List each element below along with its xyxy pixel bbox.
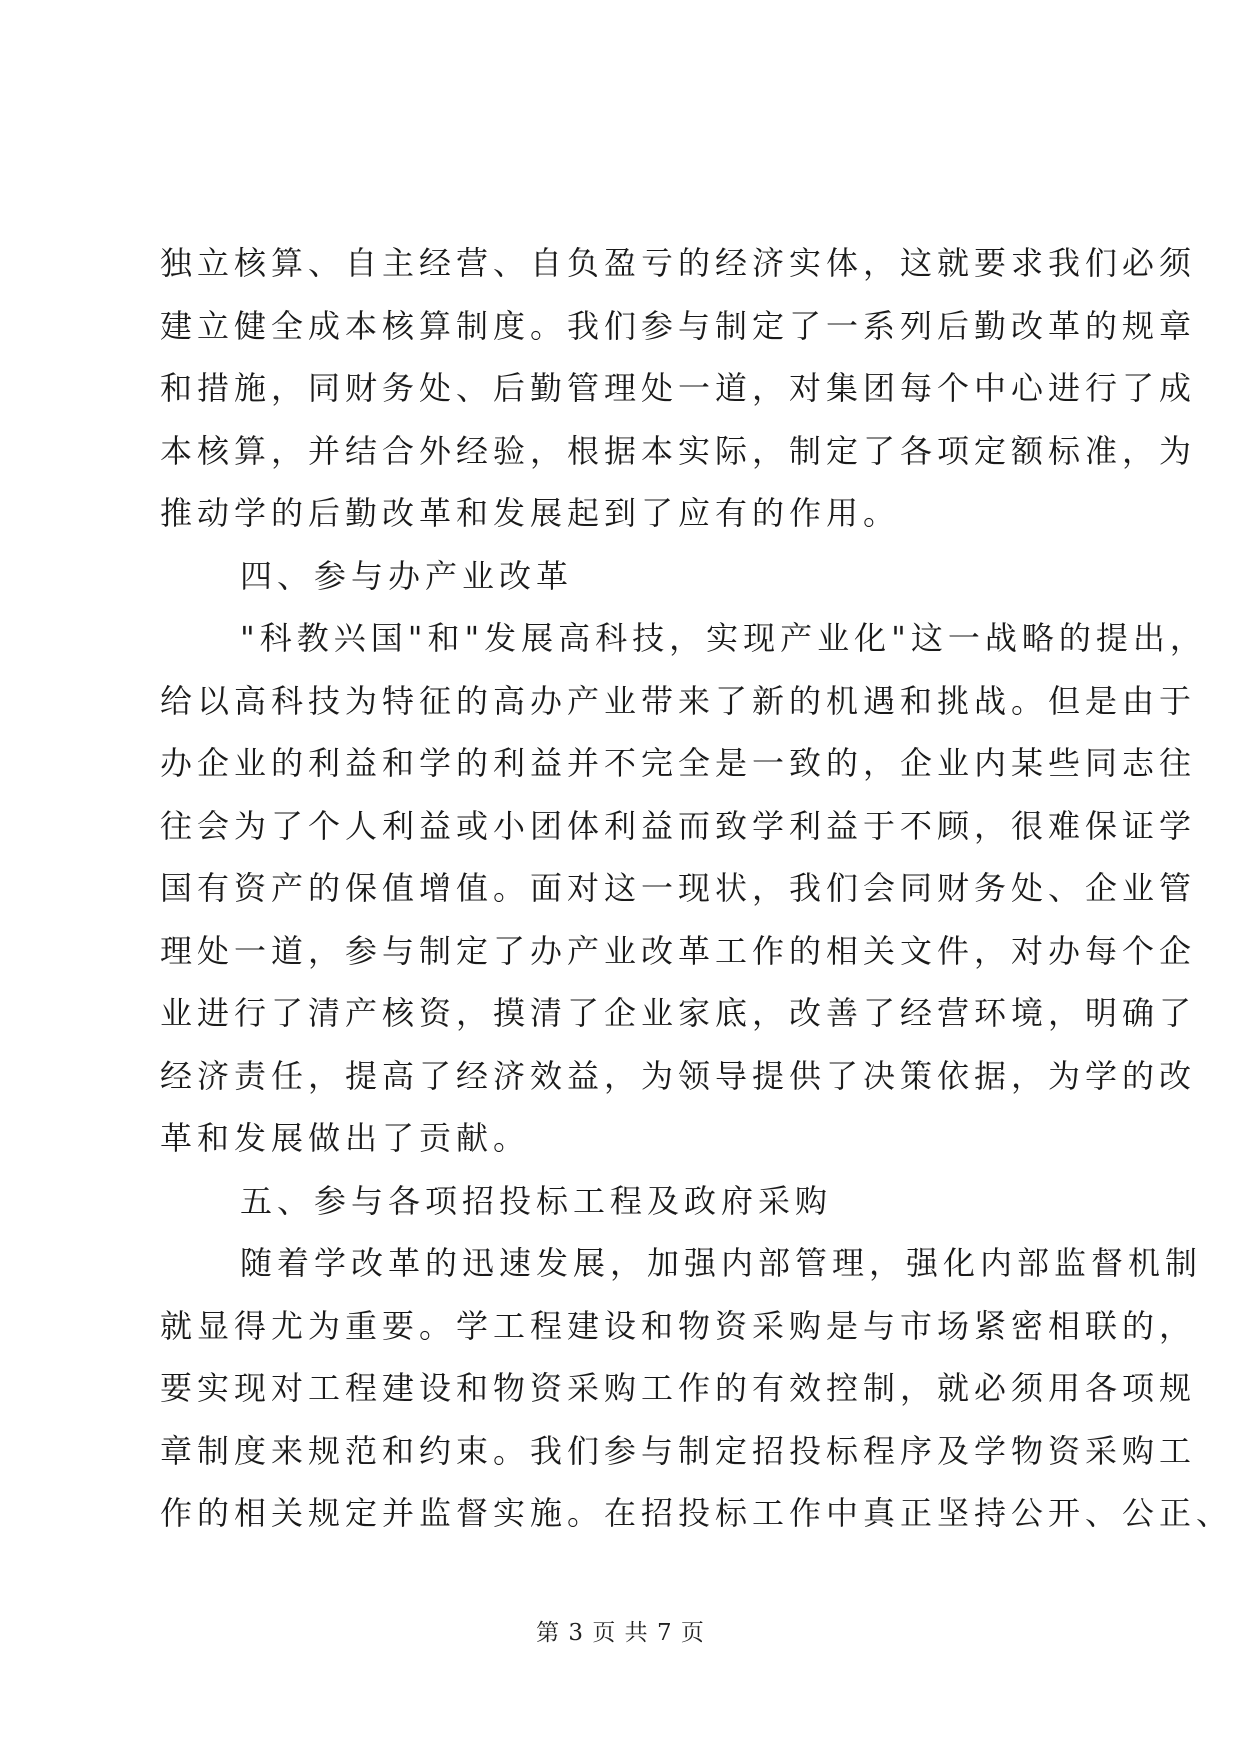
text-line: 就显得尤为重要。学工程建设和物资采购是与市场紧密相联的， <box>160 1306 1197 1345</box>
page-number-footer: 第 3 页 共 7 页 <box>536 1620 705 1646</box>
text-line: 独立核算、自主经营、自负盈亏的经济实体，这就要求我们必须 <box>160 244 1197 282</box>
text-line: 和措施，同财务处、后勤管理处一道，对集团每个中心进行了成 <box>160 369 1197 407</box>
text-line: 作的相关规定并监督实施。在招投标工作中真正坚持公开、公正、 <box>160 1494 1234 1532</box>
section-heading: 五、参与各项招投标工程及政府采购 <box>240 1181 833 1220</box>
text-line: 给以高科技为特征的高办产业带来了新的机遇和挑战。但是由于 <box>160 681 1197 720</box>
text-line: "科教兴国"和"发展高科技，实现产业化"这一战略的提出， <box>240 619 1207 657</box>
text-line: 本核算，并结合外经验，根据本实际，制定了各项定额标准，为 <box>160 431 1197 470</box>
section-heading: 四、参与办产业改革 <box>240 556 574 595</box>
text-line: 革和发展做出了贡献。 <box>160 1119 531 1157</box>
text-line: 要实现对工程建设和物资采购工作的有效控制，就必须用各项规 <box>160 1369 1197 1407</box>
text-line: 理处一道，参与制定了办产业改革工作的相关文件，对办每个企 <box>160 931 1197 970</box>
text-line: 随着学改革的迅速发展，加强内部管理，强化内部监督机制 <box>240 1244 1203 1282</box>
text-line: 章制度来规范和约束。我们参与制定招投标程序及学物资采购工 <box>160 1431 1197 1470</box>
text-line: 推动学的后勤改革和发展起到了应有的作用。 <box>160 494 901 532</box>
text-line: 经济责任，提高了经济效益，为领导提供了决策依据，为学的改 <box>160 1056 1197 1095</box>
text-line: 建立健全成本核算制度。我们参与制定了一系列后勤改革的规章 <box>160 306 1197 345</box>
text-line: 往会为了个人利益或小团体利益而致学利益于不顾，很难保证学 <box>160 806 1197 845</box>
text-line: 业进行了清产核资，摸清了企业家底，改善了经营环境，明确了 <box>160 994 1197 1032</box>
text-line: 国有资产的保值增值。面对这一现状，我们会同财务处、企业管 <box>160 869 1197 907</box>
text-line: 办企业的利益和学的利益并不完全是一致的，企业内某些同志往 <box>160 744 1197 782</box>
body-text <box>160 232 1234 1545</box>
